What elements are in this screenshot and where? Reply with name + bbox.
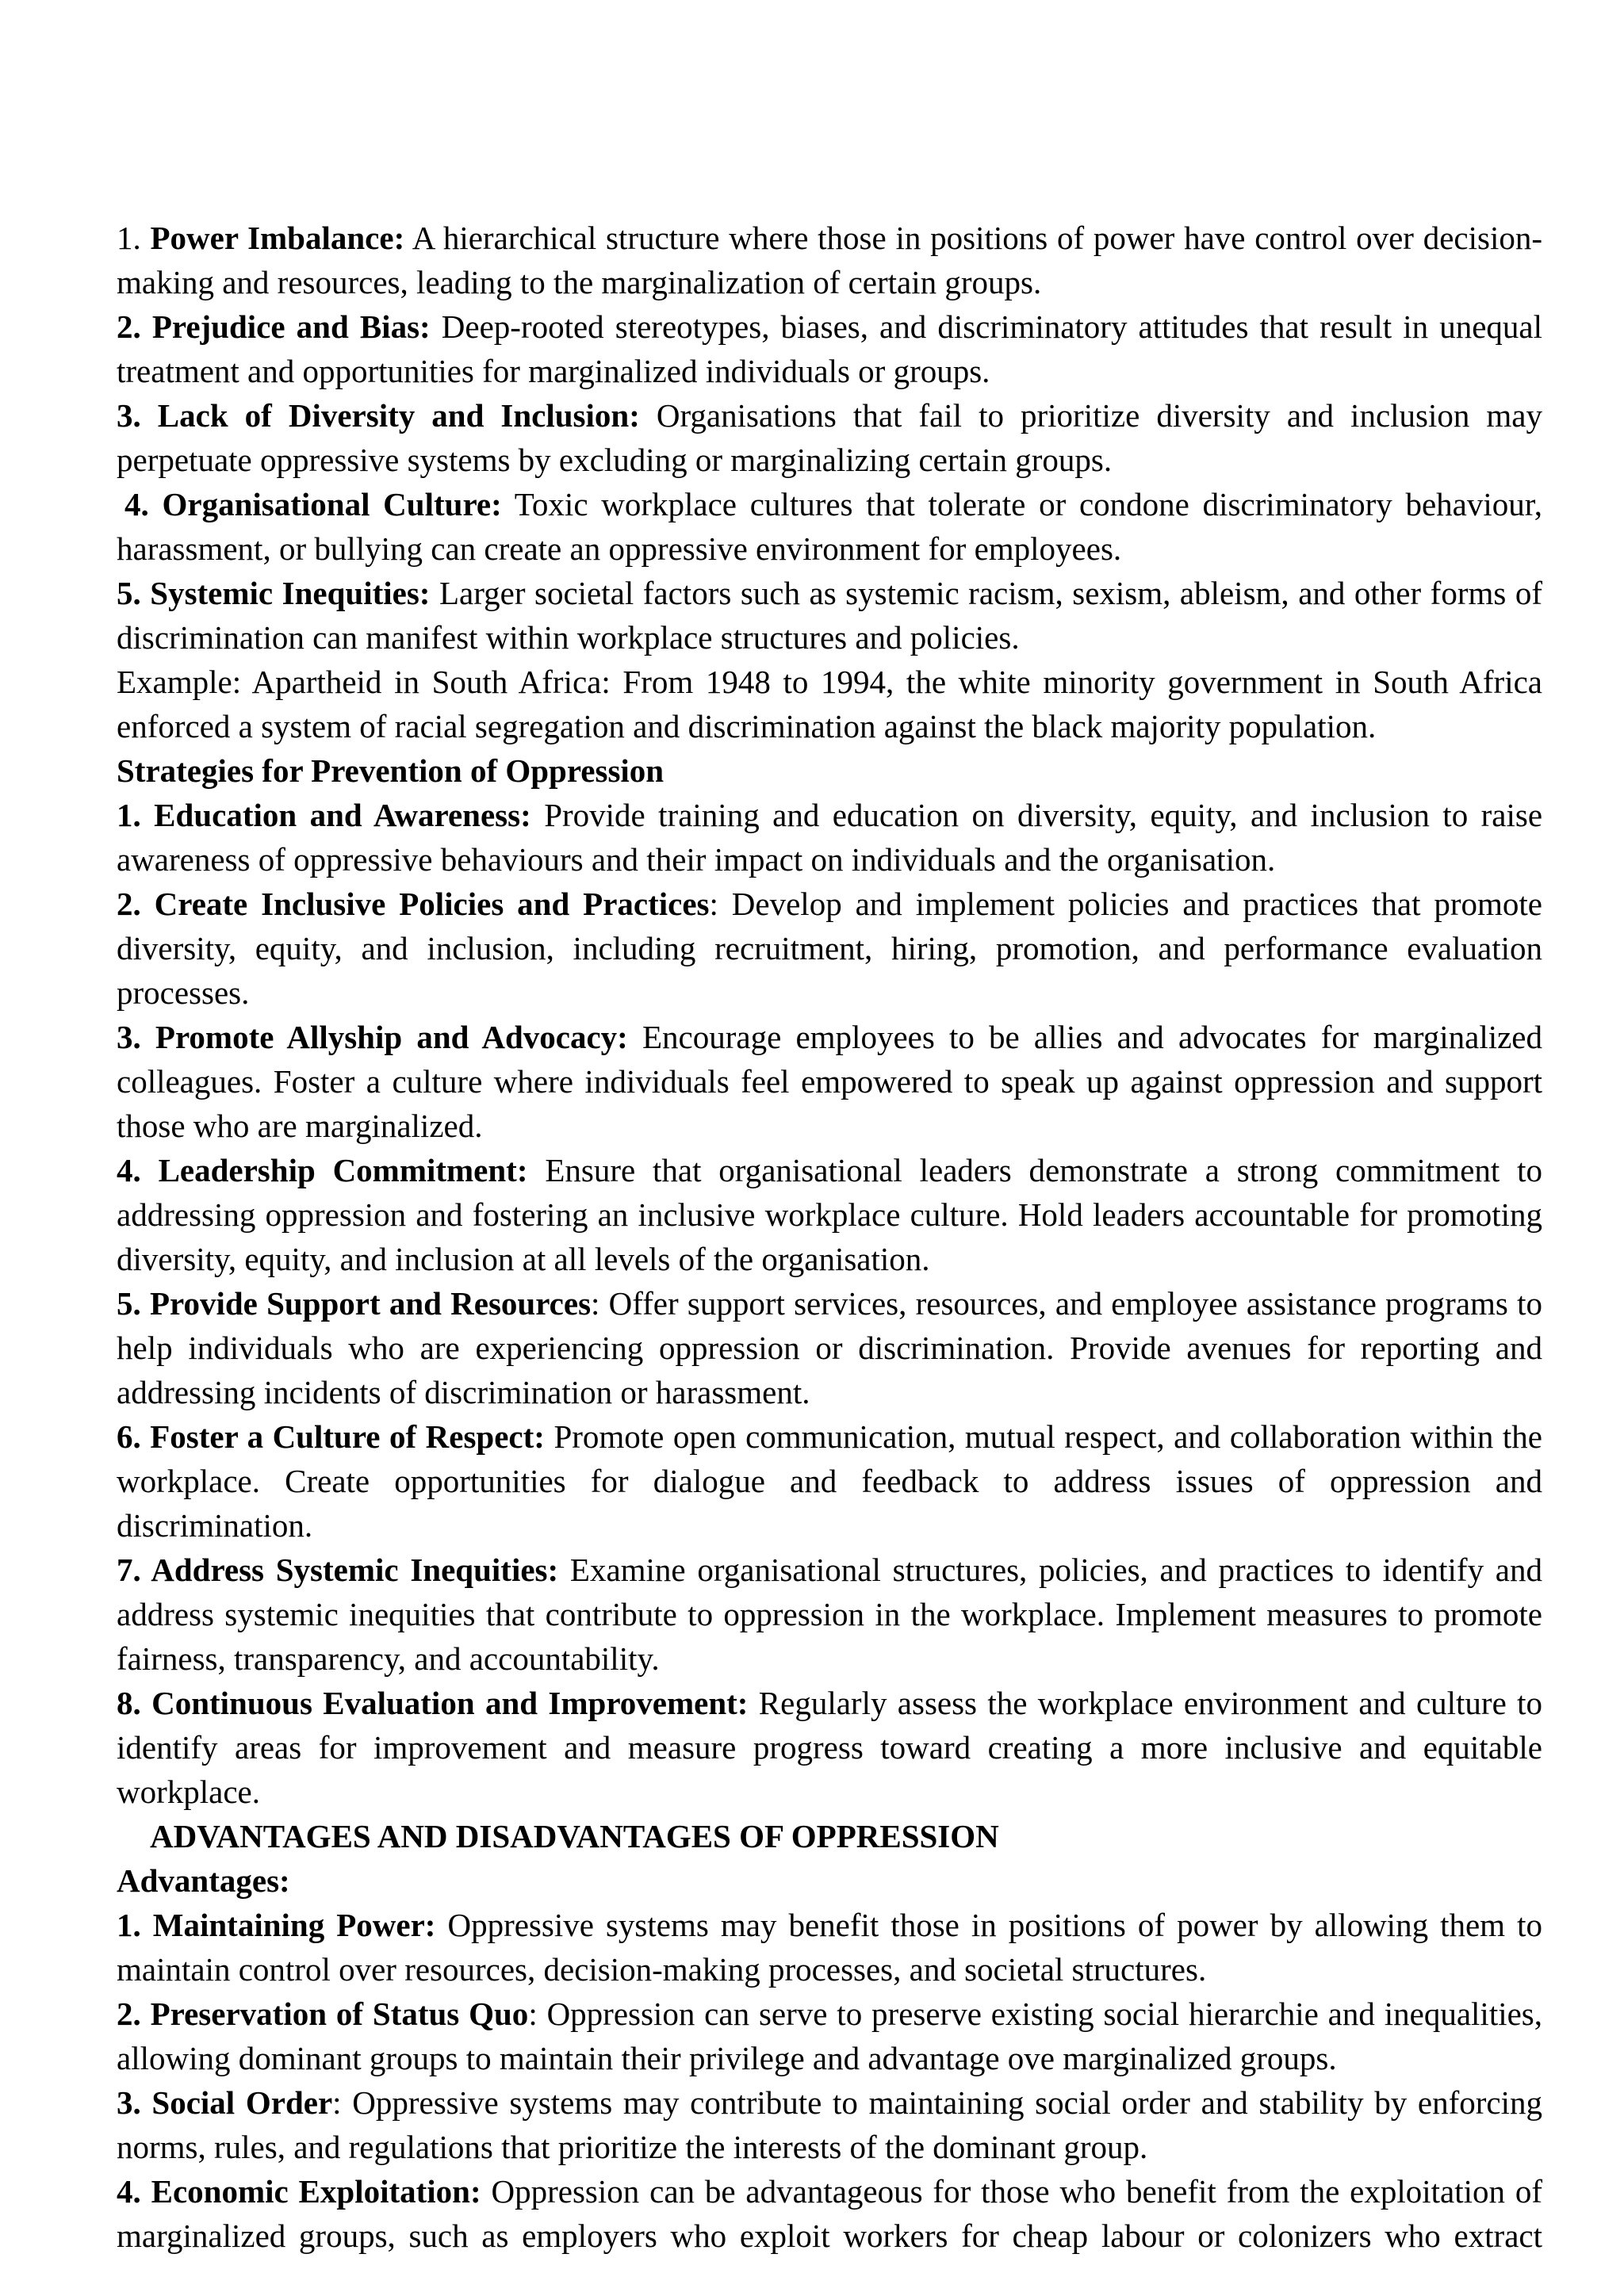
item-heading: 3. Promote Allyship and Advocacy: <box>117 1019 628 1055</box>
item-heading: 7. Address Systemic Inequities: <box>117 1552 559 1588</box>
item-heading: 2. Create Inclusive Policies and Practices <box>117 886 710 922</box>
item-heading: 4. Organisational Culture: <box>124 486 502 522</box>
advantages-heading-text: Advantages: <box>117 1862 290 1899</box>
strategy-item <box>117 882 1542 1015</box>
strategy-item <box>117 1015 1542 1148</box>
strategy-item <box>117 1281 1542 1414</box>
item-heading: 2. Preservation of Status Quo <box>117 1996 529 2032</box>
cause-item <box>117 482 1542 571</box>
item-body: : Oppressive systems may contribute to maintaining social order and stability by enforcing norms, rules, and regulations that prioritize the interests of the dominant group. <box>117 2084 1542 2165</box>
section-heading <box>117 1814 1542 1858</box>
cause-item <box>117 216 1542 304</box>
strategy-item <box>117 1414 1542 1548</box>
advantage-item <box>117 2169 1542 2258</box>
item-body: : Offer support services, resources, and employee assistance programs to help individuals who are experiencing oppression or discrimination. Provide avenues for reporting and addressing incidents of discrimination or harassment. <box>117 1285 1542 1410</box>
item-body: Organisations that fail to prioritize diversity and inclusion may perpetuate oppressive systems by excluding or marginalizing certain groups. <box>117 397 1542 478</box>
item-body: Regularly assess the workplace environment and culture to identify areas for improvement and measure progress toward creating a more inclusive and equitable workplace. <box>117 1685 1543 1810</box>
advantage-item <box>117 2080 1542 2169</box>
item-heading: 1. Maintaining Power: <box>117 1907 436 1943</box>
advantage-item <box>117 1992 1542 2080</box>
strategies-heading-text: Strategies for Prevention of Oppression <box>117 752 665 789</box>
strategy-item <box>117 1681 1542 1814</box>
item-heading: 8. Continuous Evaluation and Improvement: <box>117 1685 749 1721</box>
cause-item <box>117 571 1542 660</box>
item-body: Ensure that organisational leaders demonstrate a strong commitment to addressing oppression and fostering an inclusive workplace culture. Hold leaders accountable for promoting diversity, equity, and inclusion at all levels of the organisation. <box>117 1152 1542 1277</box>
section-heading-text: ADVANTAGES AND DISADVANTAGES OF OPPRESSION <box>150 1818 999 1854</box>
item-heading: 5. Provide Support and Resources <box>117 1285 592 1322</box>
item-heading: 5. Systemic Inequities: <box>117 575 431 611</box>
item-body: Deep-rooted stereotypes, biases, and discriminatory attitudes that result in unequal treatment and opportunities for marginalized individuals or groups. <box>117 308 1543 389</box>
item-body: Oppressive systems may benefit those in positions of power by allowing them to maintain control over resources, decision-making processes, and societal structures. <box>117 1907 1542 1988</box>
item-heading: 2. Prejudice and Bias: <box>117 308 431 345</box>
document-body <box>117 216 1542 2258</box>
item-heading: 4. Leadership Commitment: <box>117 1152 528 1188</box>
strategy-item <box>117 1548 1542 1681</box>
cause-item <box>117 393 1542 482</box>
item-body: Toxic workplace cultures that tolerate or condone discriminatory behaviour, harassment, or bullying can create an oppressive environment for employees. <box>117 486 1542 567</box>
strategies-heading <box>117 748 1542 793</box>
item-body: A hierarchical structure where those in positions of power have control over decision-making and resources, leading to the marginalization of certain groups. <box>117 220 1542 300</box>
item-heading: 6. Foster a Culture of Respect: <box>117 1418 545 1455</box>
item-heading: 3. Lack of Diversity and Inclusion: <box>117 397 640 434</box>
item-body: Provide training and education on diversity, equity, and inclusion to raise awareness of oppressive behaviours and their impact on individuals and the organisation. <box>117 797 1543 878</box>
advantage-item <box>117 1903 1542 1992</box>
item-body: Examine organisational structures, policies, and practices to identify and address systemic inequities that contribute to oppression in the workplace. Implement measures to promote fairness, transparency, and accountability. <box>117 1552 1543 1677</box>
strategy-item <box>117 1148 1542 1281</box>
item-heading: 1. Education and Awareness: <box>117 797 531 833</box>
item-body: : Develop and implement policies and practices that promote diversity, equity, and inclusion, including recruitment, hiring, promotion, and performance evaluation processes. <box>117 886 1542 1011</box>
item-body: Promote open communication, mutual respect, and collaboration within the workplace. Create opportunities for dialogue and feedback to address issues of oppression and discrimination. <box>117 1418 1543 1544</box>
item-heading: 4. Economic Exploitation: <box>117 2173 481 2210</box>
cause-item <box>117 304 1542 393</box>
item-heading: Power Imbalance: <box>150 220 405 256</box>
item-body: Oppression can be advantageous for those who benefit from the exploitation of marginalized groups, such as employers who exploit workers for cheap labour or colonizers who extract <box>117 2173 1542 2254</box>
item-heading: 3. Social Order <box>117 2084 333 2121</box>
item-body: : Oppression can serve to preserve existing social hierarchie and inequalities, allowing dominant groups to maintain their privilege and advantage ove marginalized groups. <box>117 1996 1542 2076</box>
item-body: Encourage employees to be allies and advocates for marginalized colleagues. Foster a culture where individuals feel empowered to speak up against oppression and support those who are marginalized. <box>117 1019 1543 1144</box>
advantages-heading <box>117 1858 1542 1903</box>
strategy-item <box>117 793 1542 882</box>
item-body: Larger societal factors such as systemic racism, sexism, ableism, and other forms of discrimination can manifest within workplace structures and policies. <box>117 575 1543 656</box>
example-paragraph: Example: Apartheid in South Africa: From 1948 to 1994, the white minority government in South Africa enforced a system of racial segregation and discrimination against the black majority population. <box>117 664 1542 744</box>
item-number: 1. <box>117 220 141 256</box>
